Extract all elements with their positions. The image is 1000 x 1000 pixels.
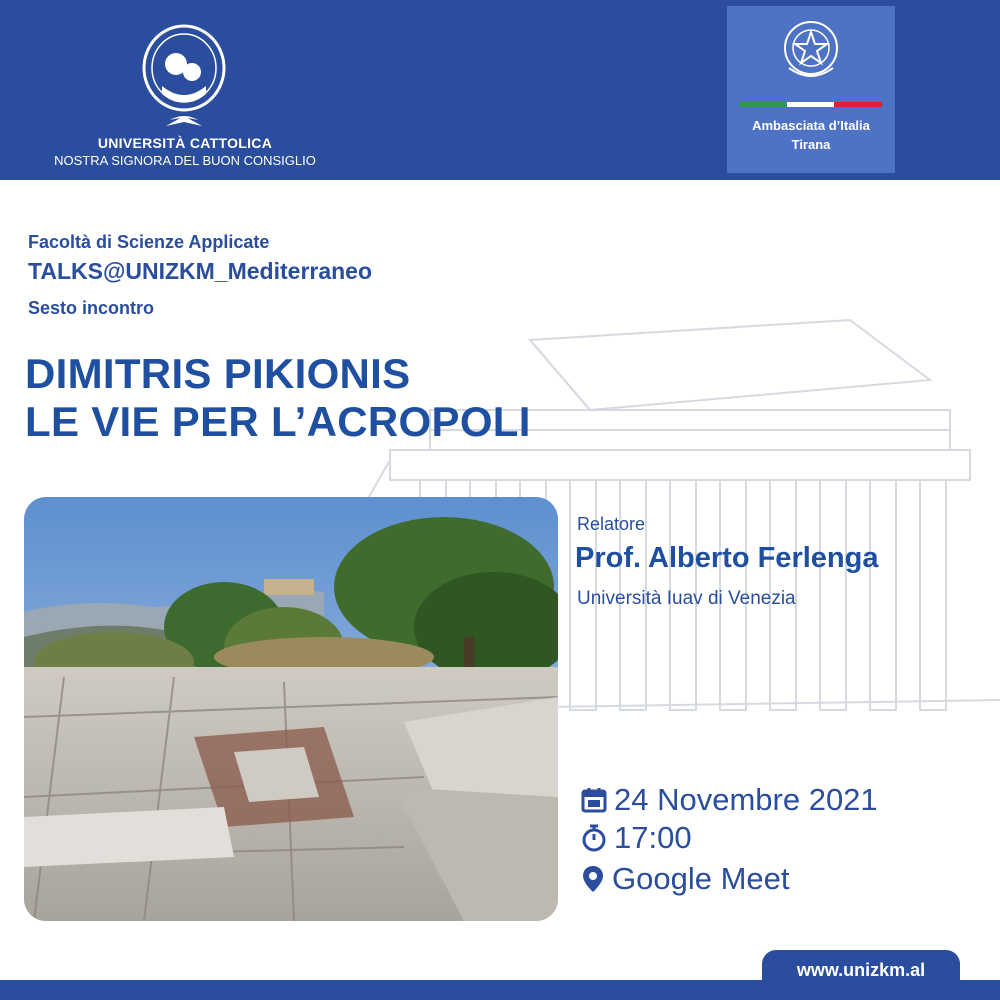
event-time: 17:00 — [614, 820, 692, 855]
location-pin-icon — [580, 864, 606, 894]
event-title — [25, 350, 531, 446]
event-date-row — [580, 782, 878, 818]
event-title-line2: LE VIE PER L’ACROPOLI — [25, 398, 531, 445]
italian-flag-bar — [739, 102, 882, 107]
calendar-icon — [580, 786, 608, 814]
embassy-badge — [727, 6, 895, 173]
header-band — [0, 0, 1000, 180]
session-number: Sesto incontro — [28, 298, 155, 318]
event-date: 24 Novembre 2021 — [614, 782, 878, 817]
university-name-line2: NOSTRA SIGNORA DEL BUON CONSIGLIO — [54, 153, 316, 168]
university-name — [40, 135, 330, 168]
stopwatch-icon — [580, 823, 608, 853]
university-name-line1: UNIVERSITÀ CATTOLICA — [97, 135, 273, 151]
website-link[interactable]: www.unizkm.al — [762, 950, 960, 1000]
embassy-name-line2: Tirana — [791, 137, 831, 152]
faculty-name: Facoltà di Scienze Applicate — [28, 232, 270, 252]
embassy-name — [727, 116, 895, 154]
event-place: Google Meet — [612, 861, 790, 896]
embassy-name-line1: Ambasciata d’Italia — [752, 118, 870, 133]
event-title-line1: DIMITRIS PIKIONIS — [25, 350, 411, 397]
event-place-row — [580, 861, 790, 897]
speaker-role: Relatore — [577, 514, 646, 534]
speaker-affiliation: Università Iuav di Venezia — [577, 588, 796, 609]
speaker-name: Prof. Alberto Ferlenga — [575, 542, 879, 574]
event-time-row — [580, 820, 692, 856]
italian-emblem-icon — [779, 16, 843, 86]
university-seal-logo — [140, 24, 228, 134]
talk-series: TALKS@UNIZKM_Mediterraneo — [28, 258, 373, 284]
acropolis-path-photo — [24, 497, 558, 921]
